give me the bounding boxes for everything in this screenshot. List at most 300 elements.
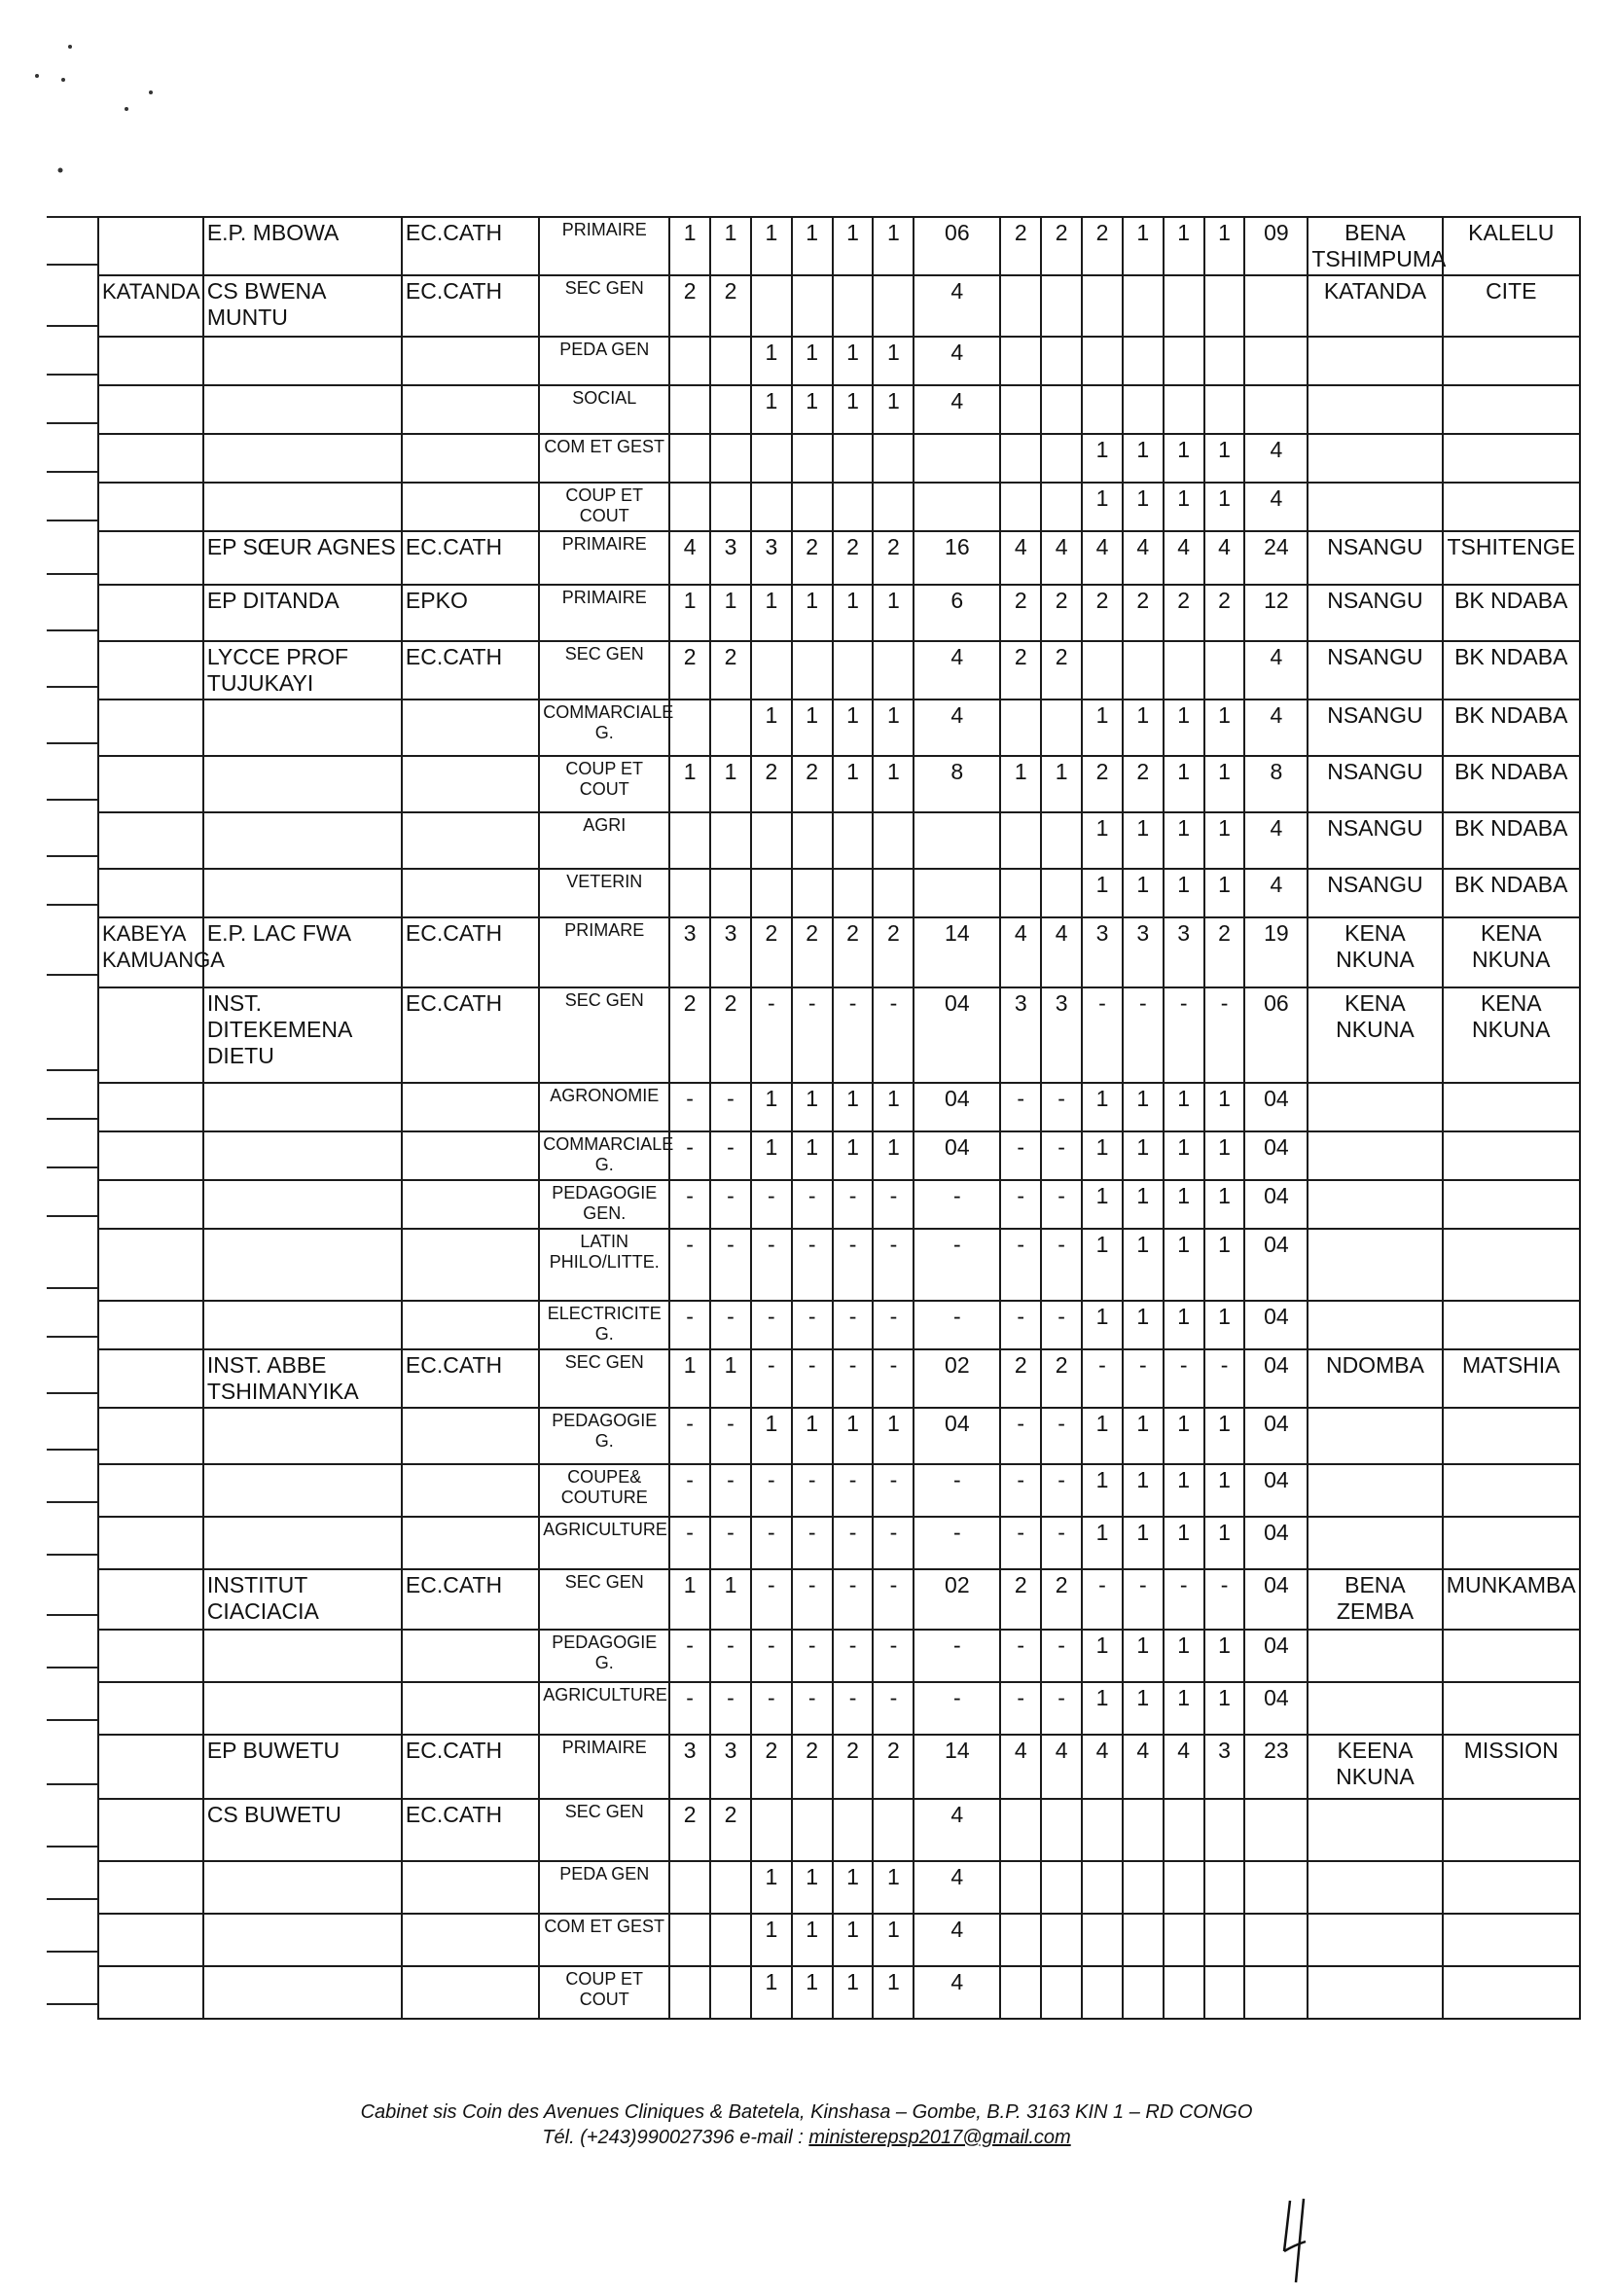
cell-sub2: 4 [1244, 869, 1308, 917]
cell-c4: 1 [792, 1861, 833, 1914]
cell-c9: 1 [1082, 1301, 1123, 1349]
cell-loc1 [1308, 1408, 1442, 1464]
cell-c12: 1 [1204, 756, 1245, 812]
cell-loc1: NSANGU [1308, 756, 1442, 812]
cell-c7 [1000, 700, 1041, 756]
cell-management [402, 1083, 539, 1131]
cell-c9: 4 [1082, 531, 1123, 585]
cell-sub2: 4 [1244, 483, 1308, 531]
cell-c6: 1 [873, 1083, 914, 1131]
cell-c7 [1000, 812, 1041, 869]
cell-c9: 1 [1082, 700, 1123, 756]
table-row [98, 1180, 1580, 1229]
cell-c12: 1 [1204, 1301, 1245, 1349]
cell-c8 [1041, 1799, 1082, 1861]
cell-c5: 1 [833, 217, 874, 275]
cell-c4: 1 [792, 1914, 833, 1966]
cell-c7: 4 [1000, 917, 1041, 987]
cell-c2 [710, 869, 751, 917]
cell-c3: - [751, 1180, 792, 1229]
table-row [98, 585, 1580, 641]
cell-loc1 [1308, 1914, 1442, 1966]
cell-zone [98, 1464, 203, 1517]
cell-school: CS BUWETU [203, 1799, 402, 1861]
cell-loc1: NSANGU [1308, 812, 1442, 869]
cell-section: AGRI [539, 812, 669, 869]
cell-zone [98, 585, 203, 641]
cell-c3: - [751, 1630, 792, 1682]
cell-c1: 2 [669, 275, 710, 337]
cell-c10: 1 [1123, 1682, 1164, 1735]
cell-c9 [1082, 1799, 1123, 1861]
cell-c2: - [710, 1083, 751, 1131]
cell-c9: 3 [1082, 917, 1123, 987]
cell-c10: 1 [1123, 1408, 1164, 1464]
cell-school: E.P. LAC FWA [203, 917, 402, 987]
cell-c8: 4 [1041, 917, 1082, 987]
cell-sub2: 04 [1244, 1301, 1308, 1349]
cell-management [402, 1131, 539, 1180]
cell-sub1: 4 [914, 1799, 1000, 1861]
cell-zone [98, 641, 203, 700]
cell-loc2: KALELU [1443, 217, 1580, 275]
cell-c1 [669, 385, 710, 434]
cell-c6 [873, 483, 914, 531]
cell-management: EC.CATH [402, 531, 539, 585]
cell-sub1: - [914, 1630, 1000, 1682]
cell-c6: - [873, 1229, 914, 1301]
cell-sub2 [1244, 1799, 1308, 1861]
cell-sub1: 8 [914, 756, 1000, 812]
cell-c4: - [792, 1517, 833, 1569]
cell-sub1 [914, 812, 1000, 869]
cell-c3: - [751, 1569, 792, 1630]
cell-c5 [833, 275, 874, 337]
cell-section: PRIMAIRE [539, 1735, 669, 1799]
cell-management: EC.CATH [402, 1349, 539, 1408]
cell-c6: - [873, 1682, 914, 1735]
table-row [98, 385, 1580, 434]
cell-c10: 4 [1123, 1735, 1164, 1799]
cell-c12: 1 [1204, 1464, 1245, 1517]
cell-c7: - [1000, 1229, 1041, 1301]
cell-c7: - [1000, 1630, 1041, 1682]
cell-section: SEC GEN [539, 1349, 669, 1408]
cell-c10: 1 [1123, 1229, 1164, 1301]
table-row [98, 812, 1580, 869]
cell-c4: 1 [792, 1131, 833, 1180]
cell-section: PEDA GEN [539, 1861, 669, 1914]
cell-c6 [873, 275, 914, 337]
cell-c1: - [669, 1180, 710, 1229]
cell-section: SEC GEN [539, 1799, 669, 1861]
cell-loc2 [1443, 1301, 1580, 1349]
cell-management [402, 756, 539, 812]
cell-c9 [1082, 1861, 1123, 1914]
cell-c2 [710, 812, 751, 869]
cell-c6: 1 [873, 1408, 914, 1464]
cell-management: EC.CATH [402, 641, 539, 700]
cell-zone [98, 1861, 203, 1914]
cell-c1: - [669, 1131, 710, 1180]
cell-school [203, 434, 402, 483]
cell-c12: - [1204, 1349, 1245, 1408]
cell-c11 [1164, 1914, 1204, 1966]
cell-zone [98, 1735, 203, 1799]
cell-sub1: - [914, 1517, 1000, 1569]
cell-loc2: BK NDABA [1443, 812, 1580, 869]
cell-c7: - [1000, 1180, 1041, 1229]
cell-loc2: BK NDABA [1443, 585, 1580, 641]
cell-c3 [751, 483, 792, 531]
cell-c1: - [669, 1517, 710, 1569]
cell-loc1 [1308, 434, 1442, 483]
cell-management: EC.CATH [402, 917, 539, 987]
cell-loc1 [1308, 1861, 1442, 1914]
cell-loc2: KENA NKUNA [1443, 917, 1580, 987]
cell-c11: 1 [1164, 1630, 1204, 1682]
cell-c9: 1 [1082, 1682, 1123, 1735]
cell-c1: 2 [669, 641, 710, 700]
cell-c8 [1041, 1966, 1082, 2019]
footer-phone: Tél. (+243)990027396 e-mail : [542, 2127, 809, 2148]
cell-c6: 1 [873, 756, 914, 812]
cell-c3: 1 [751, 585, 792, 641]
cell-sub1: 4 [914, 1914, 1000, 1966]
cell-c3: 2 [751, 1735, 792, 1799]
table-row [98, 275, 1580, 337]
cell-c6 [873, 641, 914, 700]
cell-zone [98, 1131, 203, 1180]
cell-c7: - [1000, 1517, 1041, 1569]
margin-ruling [47, 216, 97, 2079]
cell-school [203, 1083, 402, 1131]
table-row [98, 434, 1580, 483]
cell-c3: - [751, 987, 792, 1083]
cell-section: COMMARCIALE G. [539, 700, 669, 756]
cell-sub1: 6 [914, 585, 1000, 641]
cell-c3: 3 [751, 531, 792, 585]
cell-c5: 1 [833, 1966, 874, 2019]
cell-school: INST. ABBE TSHIMANYIKA [203, 1349, 402, 1408]
cell-c5: - [833, 1630, 874, 1682]
cell-zone [98, 869, 203, 917]
cell-c7 [1000, 1861, 1041, 1914]
cell-c4 [792, 434, 833, 483]
cell-section: AGRICULTURE [539, 1517, 669, 1569]
cell-sub2 [1244, 385, 1308, 434]
cell-zone [98, 1408, 203, 1464]
cell-c5: 1 [833, 1083, 874, 1131]
cell-c10 [1123, 641, 1164, 700]
table-row [98, 1914, 1580, 1966]
cell-c5: 2 [833, 917, 874, 987]
cell-c3: - [751, 1464, 792, 1517]
cell-c2 [710, 1861, 751, 1914]
cell-section: COM ET GEST [539, 434, 669, 483]
cell-loc1: KEENA NKUNA [1308, 1735, 1442, 1799]
cell-section: ELECTRICITE G. [539, 1301, 669, 1349]
cell-c5: 1 [833, 337, 874, 385]
cell-c6: - [873, 1517, 914, 1569]
cell-c8: 2 [1041, 1349, 1082, 1408]
cell-c12: 3 [1204, 1735, 1245, 1799]
cell-zone: KABEYA KAMUANGA [98, 917, 203, 987]
cell-c8: - [1041, 1301, 1082, 1349]
cell-c11: - [1164, 987, 1204, 1083]
cell-c1: 3 [669, 917, 710, 987]
cell-c12: 1 [1204, 217, 1245, 275]
cell-c3: 2 [751, 917, 792, 987]
cell-school [203, 1180, 402, 1229]
cell-sub1: 4 [914, 385, 1000, 434]
cell-sub1: - [914, 1301, 1000, 1349]
cell-c12 [1204, 1861, 1245, 1914]
cell-section: COUPE& COUTURE [539, 1464, 669, 1517]
cell-section: PRIMAIRE [539, 531, 669, 585]
cell-c4: - [792, 1180, 833, 1229]
cell-sub2: 8 [1244, 756, 1308, 812]
cell-c3: 1 [751, 385, 792, 434]
cell-c10: 2 [1123, 585, 1164, 641]
cell-management [402, 1966, 539, 2019]
footer-email: ministerepsp2017@gmail.com [808, 2127, 1071, 2148]
cell-c5: 1 [833, 385, 874, 434]
cell-c5: 1 [833, 1861, 874, 1914]
cell-loc1 [1308, 1229, 1442, 1301]
cell-c2 [710, 1914, 751, 1966]
cell-c8 [1041, 812, 1082, 869]
cell-c5 [833, 1799, 874, 1861]
cell-c6: - [873, 1180, 914, 1229]
cell-sub1: 04 [914, 1408, 1000, 1464]
cell-sub2: 23 [1244, 1735, 1308, 1799]
cell-c3: 1 [751, 1083, 792, 1131]
cell-sub2: 04 [1244, 1408, 1308, 1464]
cell-c11: 1 [1164, 1083, 1204, 1131]
table-row [98, 869, 1580, 917]
cell-c2: - [710, 1229, 751, 1301]
cell-c4: 2 [792, 917, 833, 987]
cell-loc2 [1443, 385, 1580, 434]
cell-section: SEC GEN [539, 1569, 669, 1630]
cell-c11: 2 [1164, 585, 1204, 641]
cell-c10: - [1123, 987, 1164, 1083]
cell-c10: 1 [1123, 869, 1164, 917]
cell-loc2 [1443, 1682, 1580, 1735]
cell-c8: - [1041, 1630, 1082, 1682]
cell-c8 [1041, 385, 1082, 434]
table-row [98, 917, 1580, 987]
table-row [98, 1966, 1580, 2019]
cell-c10: 1 [1123, 1180, 1164, 1229]
cell-loc1 [1308, 1799, 1442, 1861]
cell-sub1: 02 [914, 1569, 1000, 1630]
cell-school [203, 700, 402, 756]
cell-school [203, 812, 402, 869]
cell-section: PRIMARE [539, 917, 669, 987]
cell-sub1 [914, 869, 1000, 917]
cell-c1: - [669, 1083, 710, 1131]
cell-sub2: 04 [1244, 1180, 1308, 1229]
cell-section: SOCIAL [539, 385, 669, 434]
cell-sub2: 4 [1244, 700, 1308, 756]
cell-c2: - [710, 1131, 751, 1180]
cell-c8 [1041, 434, 1082, 483]
cell-c5: 1 [833, 1408, 874, 1464]
table-body [98, 217, 1580, 2019]
cell-loc1 [1308, 1966, 1442, 2019]
cell-c8 [1041, 700, 1082, 756]
cell-c1: - [669, 1301, 710, 1349]
cell-section: COUP ET COUT [539, 1966, 669, 2019]
cell-c12: 1 [1204, 812, 1245, 869]
cell-c4: 2 [792, 756, 833, 812]
cell-c10 [1123, 1966, 1164, 2019]
cell-c11: 1 [1164, 1180, 1204, 1229]
cell-sub1: - [914, 1229, 1000, 1301]
cell-c5 [833, 434, 874, 483]
cell-c6: 1 [873, 1966, 914, 2019]
cell-c5: 2 [833, 531, 874, 585]
cell-c2: 2 [710, 987, 751, 1083]
cell-school: EP SŒUR AGNES [203, 531, 402, 585]
cell-c7 [1000, 434, 1041, 483]
cell-sub1: 4 [914, 1966, 1000, 2019]
cell-c6: 1 [873, 385, 914, 434]
cell-c12 [1204, 337, 1245, 385]
cell-c4: - [792, 1301, 833, 1349]
cell-c11 [1164, 641, 1204, 700]
cell-c10: 1 [1123, 217, 1164, 275]
cell-loc2 [1443, 1799, 1580, 1861]
table-row [98, 641, 1580, 700]
cell-management: EC.CATH [402, 275, 539, 337]
cell-c2: 3 [710, 531, 751, 585]
cell-sub2 [1244, 275, 1308, 337]
cell-c11 [1164, 385, 1204, 434]
cell-c4: 2 [792, 531, 833, 585]
cell-c6: 1 [873, 217, 914, 275]
cell-c1 [669, 434, 710, 483]
cell-sub2: 04 [1244, 1630, 1308, 1682]
cell-c6 [873, 1799, 914, 1861]
cell-c11: 1 [1164, 1682, 1204, 1735]
cell-c5: - [833, 1682, 874, 1735]
cell-c1: 1 [669, 1569, 710, 1630]
cell-zone [98, 531, 203, 585]
cell-c1: 1 [669, 585, 710, 641]
cell-c8: - [1041, 1464, 1082, 1517]
cell-management [402, 1301, 539, 1349]
cell-c3: 1 [751, 1914, 792, 1966]
cell-c2 [710, 337, 751, 385]
cell-school: INST. DITEKEMENA DIETU [203, 987, 402, 1083]
cell-c2: - [710, 1408, 751, 1464]
cell-c1 [669, 812, 710, 869]
cell-school [203, 1630, 402, 1682]
cell-loc1 [1308, 1131, 1442, 1180]
cell-management [402, 385, 539, 434]
cell-c12: 1 [1204, 483, 1245, 531]
cell-zone [98, 1517, 203, 1569]
cell-c5: - [833, 1569, 874, 1630]
cell-c9: 1 [1082, 1180, 1123, 1229]
cell-loc2 [1443, 1966, 1580, 2019]
cell-c12 [1204, 641, 1245, 700]
cell-c5 [833, 812, 874, 869]
cell-zone [98, 812, 203, 869]
cell-sub2: 12 [1244, 585, 1308, 641]
cell-c12: 1 [1204, 1180, 1245, 1229]
cell-loc2: MISSION [1443, 1735, 1580, 1799]
cell-c2: 1 [710, 1349, 751, 1408]
cell-c3 [751, 275, 792, 337]
cell-c7 [1000, 483, 1041, 531]
cell-sub2 [1244, 337, 1308, 385]
cell-sub2 [1244, 1914, 1308, 1966]
cell-c1 [669, 869, 710, 917]
cell-c1: 1 [669, 217, 710, 275]
cell-sub2: 04 [1244, 1464, 1308, 1517]
table-row [98, 1682, 1580, 1735]
cell-c5 [833, 869, 874, 917]
cell-school [203, 1682, 402, 1735]
cell-c6: 2 [873, 917, 914, 987]
cell-school [203, 869, 402, 917]
cell-section: SEC GEN [539, 641, 669, 700]
cell-c10 [1123, 385, 1164, 434]
cell-loc2 [1443, 1914, 1580, 1966]
cell-c4: 1 [792, 385, 833, 434]
cell-c4: 1 [792, 1083, 833, 1131]
cell-c5: 1 [833, 585, 874, 641]
cell-c12 [1204, 1799, 1245, 1861]
cell-c10: 1 [1123, 812, 1164, 869]
cell-loc2 [1443, 1861, 1580, 1914]
cell-c1: 2 [669, 987, 710, 1083]
table-row [98, 1083, 1580, 1131]
cell-c11 [1164, 1966, 1204, 2019]
cell-c4 [792, 641, 833, 700]
cell-loc1: NDOMBA [1308, 1349, 1442, 1408]
cell-c5: - [833, 987, 874, 1083]
cell-c6: 2 [873, 1735, 914, 1799]
cell-management [402, 869, 539, 917]
cell-sub1: 4 [914, 337, 1000, 385]
cell-c3: - [751, 1682, 792, 1735]
cell-c10 [1123, 1914, 1164, 1966]
cell-c2: 1 [710, 756, 751, 812]
cell-c5: - [833, 1301, 874, 1349]
cell-c10 [1123, 275, 1164, 337]
cell-c4: - [792, 1464, 833, 1517]
cell-management [402, 1630, 539, 1682]
cell-loc1 [1308, 483, 1442, 531]
cell-school [203, 1966, 402, 2019]
cell-zone [98, 1682, 203, 1735]
cell-section: COUP ET COUT [539, 756, 669, 812]
cell-management: EC.CATH [402, 1799, 539, 1861]
cell-sub1: 4 [914, 1861, 1000, 1914]
cell-c5: - [833, 1517, 874, 1569]
cell-school [203, 1914, 402, 1966]
cell-c9 [1082, 385, 1123, 434]
cell-c7 [1000, 385, 1041, 434]
cell-sub1: - [914, 1464, 1000, 1517]
cell-c9: 1 [1082, 434, 1123, 483]
cell-c9: 1 [1082, 1408, 1123, 1464]
